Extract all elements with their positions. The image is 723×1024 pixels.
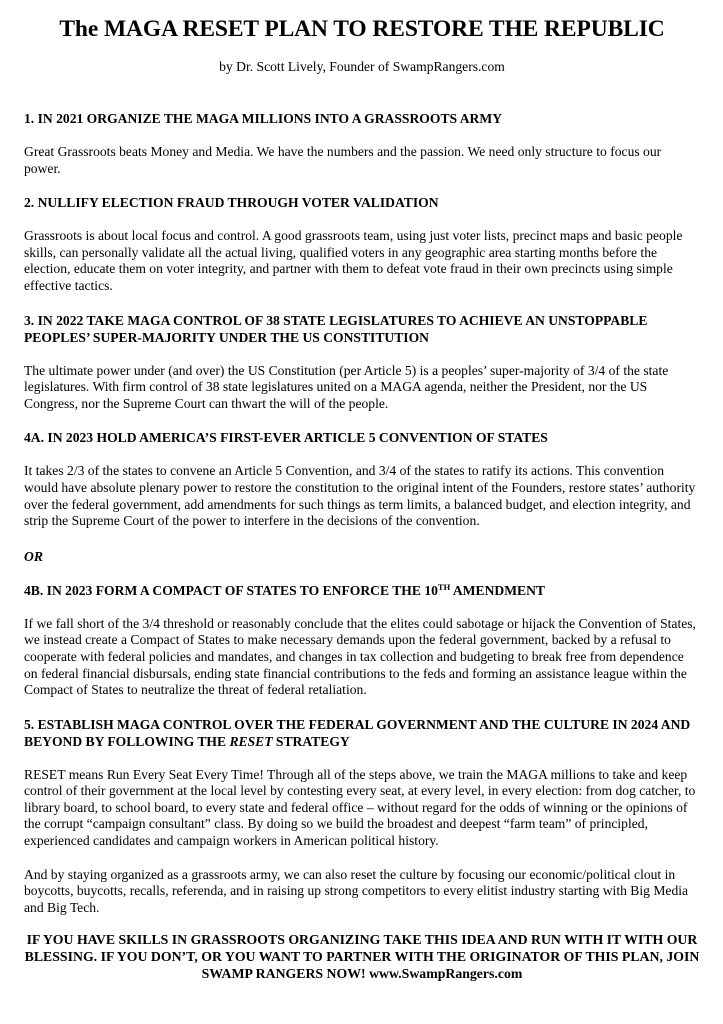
- section-1-body: Great Grassroots beats Money and Media. We have the numbers and the passion. We need only structure to focus our power.: [24, 144, 662, 176]
- section-4b-heading-text: 4B. IN 2023 FORM A COMPACT OF STATES TO ENFORCE THE 10: [24, 582, 438, 598]
- section-5-heading-end: STRATEGY: [272, 733, 350, 749]
- section-2: [24, 194, 700, 294]
- document-page: [24, 14, 700, 983]
- section-4b: [24, 582, 700, 699]
- section-4b-heading-superscript: TH: [437, 581, 451, 592]
- section-4a: [24, 429, 700, 529]
- section-1: [24, 110, 700, 177]
- byline: by Dr. Scott Lively, Founder of SwampRangers.com: [219, 59, 505, 74]
- section-5-heading: [24, 716, 700, 750]
- closing-call-to-action: IF YOU HAVE SKILLS IN GRASSROOTS ORGANIZING TAKE THIS IDEA AND RUN WITH IT WITH OUR BLESSING. IF YOU DON’T, OR YOU WANT TO PARTNER WITH THE ORIGINATOR OF THIS PLAN, JOIN SWAMP RANGERS NOW! www.SwampRangers.com: [24, 932, 700, 982]
- section-5: [24, 716, 700, 917]
- section-3-heading: 3. IN 2022 TAKE MAGA CONTROL OF 38 STATE LEGISLATURES TO ACHIEVE AN UNSTOPPABLE PEOPLES’ SUPER-MAJORITY UNDER THE US CONSTITUTION: [24, 312, 648, 345]
- section-3-body: The ultimate power under (and over) the US Constitution (per Article 5) is a peoples’ super-majority of 3/4 of the state legislatures. With firm control of 38 state legislatures united on a MAGA agenda, neither the President, nor the US Congress, nor the Supreme Court can thwart the will of the people.: [24, 362, 669, 411]
- section-5-heading-text: 5. ESTABLISH MAGA CONTROL OVER THE FEDERAL GOVERNMENT AND THE CULTURE IN 2024 AND BEYOND BY FOLLOWING THE: [24, 716, 691, 749]
- section-5-body-1: RESET means Run Every Seat Every Time! Through all of the steps above, we train the MAGA millions to take and keep control of their government at the local level by contesting every seat, at every level, in every election: from dog catcher, to library board, to school board, to every state and federal office – without regard for the odds of winning or the opinions of the corrupt “campaign consultant” class. By doing so we build the broadest and deepest “farm team” of principled, experienced candidates and campaign workers in American political history.: [24, 766, 696, 849]
- section-1-heading: 1. IN 2021 ORGANIZE THE MAGA MILLIONS INTO A GRASSROOTS ARMY: [24, 111, 503, 126]
- section-2-body: Grassroots is about local focus and control. A good grassroots team, using just voter lists, precinct maps and basic people skills, can personally validate all the actual living, qualified voters in any geographic area starting months before the election, educate them on voter integrity, and partner with them to defeat vote fraud in their own precincts using simple effective tactics.: [24, 228, 683, 293]
- section-4a-body: It takes 2/3 of the states to convene an Article 5 Convention, and 3/4 of the states to ratify its actions. This convention would have absolute plenary power to restore the constitution to the original intent of the Founders, restore states’ authority over the federal government, add amendments for such things as term limits, a balanced budget, and election integrity, and strip the Supreme Court of the power to interfere in the decisions of the convention.: [24, 463, 696, 529]
- section-3: [24, 312, 700, 413]
- section-4b-heading: [24, 582, 700, 599]
- document-title: The MAGA RESET PLAN TO RESTORE THE REPUBLIC: [59, 16, 665, 42]
- section-5-heading-emphasis: RESET: [229, 733, 273, 749]
- section-5-body-2: And by staying organized as a grassroots army, we can also reset the culture by focusing our economic/political clout in boycotts, buycotts, recalls, referenda, and in raising up strong competitors to every elitist industry starting with Big Media and Big Tech.: [24, 866, 689, 915]
- section-4b-body: If we fall short of the 3/4 threshold or reasonably conclude that the elites could sabotage or hijack the Convention of States, we instead create a Compact of States to make necessary demands upon the federal government, backed by a refusal to cooperate with federal policies and mandates, and changes in tax collection and budgeting to break free from dependence on federal financial disbursals, ending state financial contributions to the feds and forming an assistance league within the Compact of States to neutralize the threat of federal retaliation.: [24, 615, 696, 698]
- section-4a-heading: 4A. IN 2023 HOLD AMERICA’S FIRST-EVER ARTICLE 5 CONVENTION OF STATES: [24, 430, 548, 446]
- or-separator: OR: [24, 548, 43, 564]
- section-2-heading: 2. NULLIFY ELECTION FRAUD THROUGH VOTER VALIDATION: [24, 195, 439, 211]
- section-4b-heading-end: AMENDMENT: [450, 582, 545, 598]
